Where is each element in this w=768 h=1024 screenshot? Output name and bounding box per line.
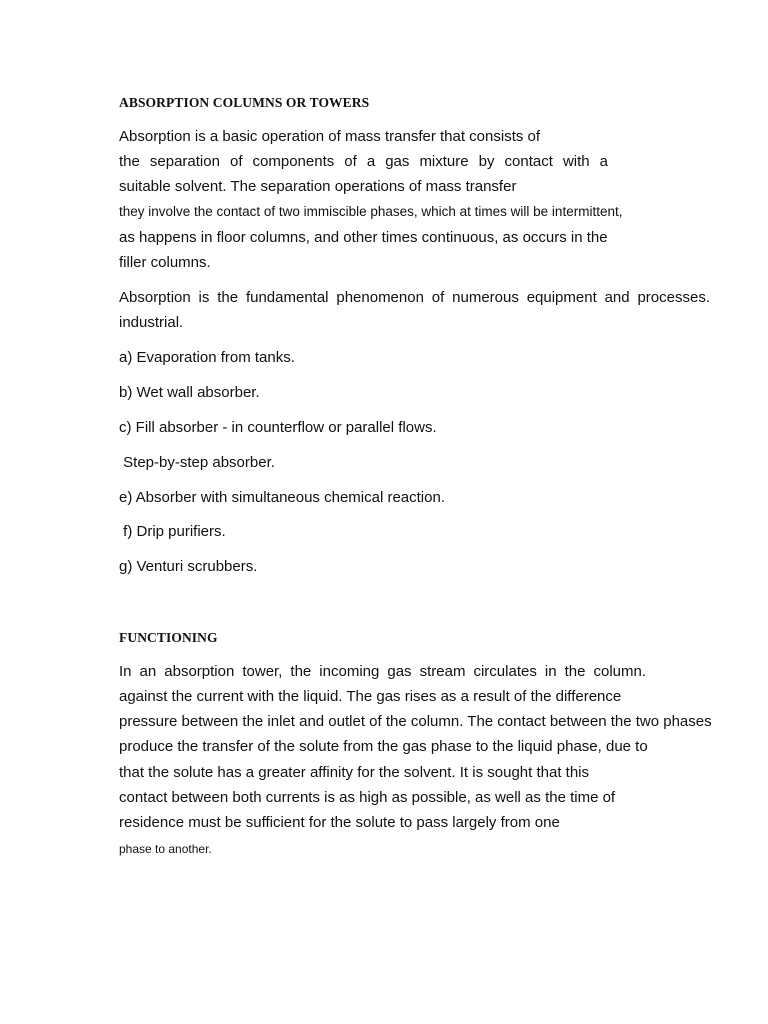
paragraph-line: they involve the contact of two immiscible phases, which at times will be intermittent,	[119, 204, 623, 219]
paragraph-line: residence must be sufficient for the solute to pass largely from one	[119, 814, 560, 831]
paragraph-line: against the current with the liquid. The gas rises as a result of the difference	[119, 688, 622, 705]
section-title-functioning: FUNCTIONING	[119, 630, 218, 645]
list-item: b) Wet wall absorber.	[119, 384, 260, 401]
paragraph-line: industrial.	[119, 314, 184, 331]
section-title-absorption: ABSORPTION COLUMNS OR TOWERS	[119, 95, 370, 110]
paragraph-line: In an absorption tower, the incoming gas stream circulates in the column.	[119, 663, 646, 680]
paragraph-line: pressure between the inlet and outlet of the column. The contact between the two phases	[119, 713, 712, 730]
paragraph-line: produce the transfer of the solute from the gas phase to the liquid phase, due to	[119, 738, 648, 755]
paragraph-line: contact between both currents is as high as possible, as well as the time of	[119, 789, 616, 806]
paragraph-line: the separation of components of a gas mixture by contact with a	[119, 153, 608, 170]
paragraph-line: suitable solvent. The separation operations of mass transfer	[119, 178, 517, 195]
list-item: g) Venturi scrubbers.	[119, 558, 258, 575]
list-item: Step-by-step absorber.	[119, 454, 275, 471]
paragraph-line: Absorption is the fundamental phenomenon of numerous equipment and processes.	[119, 289, 710, 306]
list-item: a) Evaporation from tanks.	[119, 349, 295, 366]
paragraph-line: filler columns.	[119, 254, 211, 271]
paragraph-line: phase to another.	[119, 842, 212, 856]
list-item: e) Absorber with simultaneous chemical reaction.	[119, 489, 445, 506]
list-item: c) Fill absorber - in counterflow or parallel flows.	[119, 419, 437, 436]
paragraph-line: that the solute has a greater affinity for the solvent. It is sought that this	[119, 764, 589, 781]
paragraph-line: as happens in floor columns, and other times continuous, as occurs in the	[119, 229, 608, 246]
list-item: f) Drip purifiers.	[119, 523, 226, 540]
paragraph-line: Absorption is a basic operation of mass transfer that consists of	[119, 128, 541, 145]
